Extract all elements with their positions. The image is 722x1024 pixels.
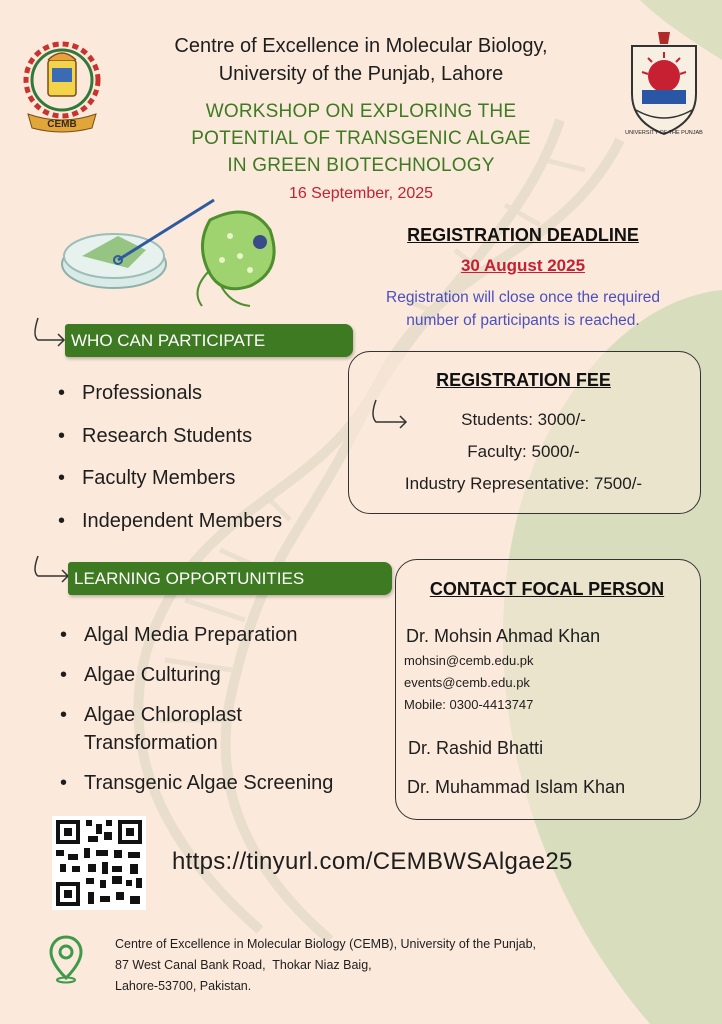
address-line-2: 87 West Canal Bank Road, Thokar Niaz Baig, (115, 958, 372, 972)
list-item-line-2: Transformation (84, 732, 218, 754)
arrow-icon (28, 554, 72, 590)
contact-title: CONTACT FOCAL PERSON (429, 579, 665, 599)
contact-email-2[interactable]: events@cemb.edu.pk (404, 675, 530, 690)
registration-note-line-2: number of participants is reached. (406, 312, 640, 329)
org-line-1: Centre of Excellence in Molecular Biology, (174, 35, 548, 57)
list-item: • Faculty Members (56, 466, 356, 509)
list-item (58, 703, 388, 755)
list-item-line-1: • Algae Chloroplast (84, 704, 242, 726)
event-date: 16 September, 2025 (288, 185, 434, 202)
pu-logo-text: UNIVERSITY OF THE PUNJAB (625, 130, 703, 136)
list-item: • Independent Members (56, 509, 356, 552)
address-line-3: Lahore-53700, Pakistan. (115, 979, 252, 993)
workshop-line-1: WORKSHOP ON EXPLORING THE (205, 101, 517, 122)
fee-item-industry: Industry Representative: 7500/- (404, 474, 643, 493)
org-line-2: University of the Punjab, Lahore (218, 63, 504, 85)
address-block (115, 934, 536, 997)
participant-list (56, 381, 356, 551)
workshop-line-2: POTENTIAL OF TRANSGENIC ALGAE (191, 128, 531, 149)
list-item: • Algae Culturing (58, 663, 388, 687)
arrow-icon (28, 316, 68, 352)
registration-link[interactable]: https://tinyurl.com/CEMBWSAlgae25 (172, 848, 573, 875)
algae-cell-illustration (180, 200, 290, 310)
list-item: • Algal Media Preparation (58, 623, 388, 647)
qr-code[interactable] (52, 816, 146, 910)
list-item: • Transgenic Algae Screening (58, 771, 388, 795)
workshop-line-3: IN GREEN BIOTECHNOLOGY (227, 155, 495, 176)
contact-person-2: Dr. Rashid Bhatti (408, 738, 544, 758)
participate-heading: WHO CAN PARTICIPATE (65, 324, 353, 357)
learning-heading: LEARNING OPPORTUNITIES (68, 562, 392, 595)
contact-mobile: Mobile: 0300-4413747 (404, 697, 534, 712)
fee-list (348, 404, 699, 500)
registration-fee-title: REGISTRATION FEE (436, 370, 611, 390)
cemb-logo-text: CEMB (47, 119, 77, 130)
list-item: • Research Students (56, 424, 356, 467)
address-line-1: Centre of Excellence in Molecular Biology (CEMB), University of the Punjab, (115, 937, 537, 951)
fee-item-students: Students: 3000/- (461, 410, 586, 429)
contact-person-3: Dr. Muhammad Islam Khan (407, 777, 626, 797)
location-pin-icon (48, 934, 84, 984)
list-item: • Professionals (56, 381, 356, 424)
contact-person-1: Dr. Mohsin Ahmad Khan (406, 626, 601, 646)
fee-item-faculty: Faculty: 5000/- (467, 442, 580, 461)
registration-deadline-title: REGISTRATION DEADLINE (407, 225, 639, 245)
registration-note-line-1: Registration will close once the required (386, 289, 660, 306)
learning-list (58, 623, 388, 811)
workshop-title (0, 98, 722, 179)
contact-details (404, 650, 534, 716)
contact-email-1[interactable]: mohsin@cemb.edu.pk (404, 653, 534, 668)
registration-deadline-date: 30 August 2025 (460, 256, 586, 275)
registration-note (340, 286, 706, 332)
org-name (0, 32, 722, 88)
